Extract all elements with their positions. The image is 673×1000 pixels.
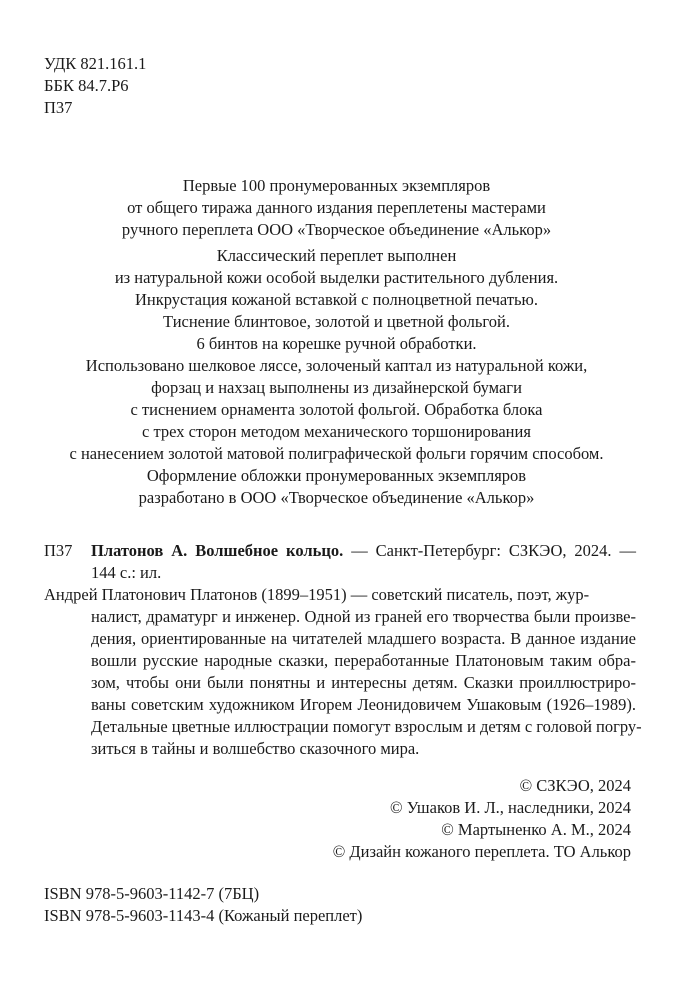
copyright-line: © Мартыненко А. М., 2024 — [441, 820, 631, 839]
annotation-line: Детальные цветные иллюстрации помогут взрослым и детям с головой погру- — [91, 717, 642, 736]
binding-line: с нанесением золотой матовой полиграфической фольги горячим способом. — [69, 444, 604, 463]
binding-line: разработано в ООО «Творческое объединение «Алькор» — [138, 488, 535, 507]
isbn-line: ISBN 978-5-9603-1142-7 (7БЦ) — [44, 884, 260, 903]
annotation-line: вошли русские народные сказки, переработанные Платоновым таким обра- — [91, 651, 636, 670]
edition-note-line: ручного переплета ООО «Творческое объединение «Алькор» — [121, 220, 552, 239]
copyright-line: © Ушаков И. Л., наследники, 2024 — [390, 798, 631, 817]
bibliographic-code: П37 — [44, 541, 73, 560]
bbk-code: ББК 84.7.Р6 — [44, 76, 129, 95]
annotation-line: налист, драматург и инженер. Одной из граней его творчества были произве- — [91, 607, 636, 626]
annotation-line: дения, ориентированные на читателей младшего возраста. В данное издание — [91, 629, 636, 648]
binding-description — [20, 245, 653, 509]
binding-line: Оформление обложки пронумерованных экземпляров — [146, 466, 527, 485]
udk-code: УДК 821.161.1 — [44, 54, 147, 73]
publication-info: — Санкт-Петербург: СЗКЭО, 2024. — — [343, 541, 636, 560]
edition-note-line: Первые 100 пронумерованных экземпляров — [182, 176, 491, 195]
binding-line: Тиснение блинтовое, золотой и цветной фольгой. — [163, 312, 510, 331]
bibliographic-record — [44, 540, 642, 760]
author-mark: П37 — [44, 98, 73, 117]
binding-line: 6 бинтов на корешке ручной обработки. — [196, 334, 477, 353]
copyright-notices — [333, 775, 631, 863]
binding-line: Использовано шелковое ляссе, золоченый каптал из натуральной кожи, — [85, 356, 588, 375]
edition-note-line: от общего тиража данного издания переплетены мастерами — [127, 198, 546, 217]
binding-line: из натуральной кожи особой выделки растительного дубления. — [114, 268, 559, 287]
page-count: 144 с.: ил. — [91, 563, 162, 582]
binding-line: с трех сторон методом механического торшонирования — [142, 422, 531, 441]
annotation-line: Андрей Платонович Платонов (1899–1951) — советский писатель, поэт, жур- — [44, 585, 590, 604]
binding-line: форзац и нахзац выполнены из дизайнерской бумаги — [151, 378, 522, 397]
binding-line: с тиснением орнамента золотой фольгой. Обработка блока — [130, 400, 543, 419]
binding-line: Инкрустация кожаной вставкой с полноцветной печатью. — [134, 290, 539, 309]
copyright-line: © СЗКЭО, 2024 — [519, 776, 631, 795]
copyright-line: © Дизайн кожаного переплета. ТО Алькор — [332, 842, 631, 861]
isbn-line: ISBN 978-5-9603-1143-4 (Кожаный переплет) — [44, 906, 363, 925]
edition-note — [20, 175, 653, 241]
classification-codes — [44, 53, 146, 119]
binding-line: Классический переплет выполнен — [216, 246, 457, 265]
isbn-list — [44, 883, 362, 927]
annotation-line: зом, чтобы они были понятны и интересны детям. Сказки проиллюстриро- — [91, 673, 636, 692]
annotation-line: зиться в тайны и волшебство сказочного мира. — [91, 739, 420, 758]
bibliographic-heading — [44, 540, 636, 562]
annotation-line: ваны советским художником Игорем Леонидовичем Ушаковым (1926–1989). — [91, 695, 636, 714]
book-title: Платонов А. Волшебное кольцо. — [91, 541, 344, 560]
